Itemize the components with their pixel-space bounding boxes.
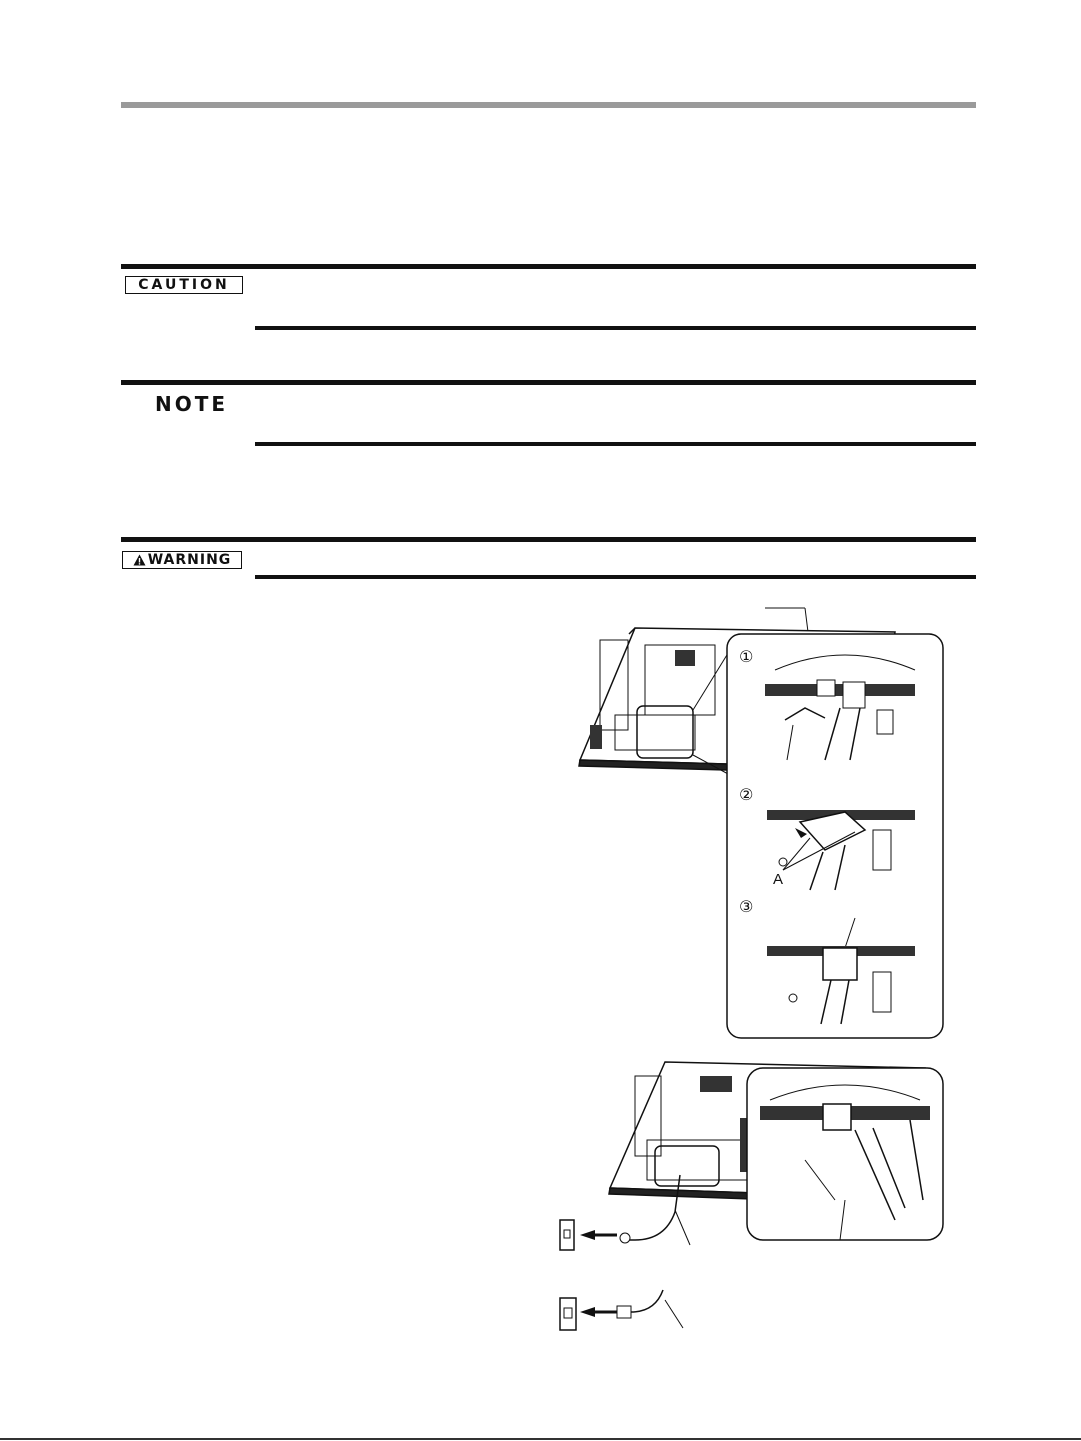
warning-triangle-icon <box>133 554 146 566</box>
step-2-number: ② <box>739 785 754 804</box>
note-top-rule <box>121 380 976 385</box>
wall-outlet-1 <box>560 1220 574 1250</box>
note-bottom-rule <box>255 442 976 446</box>
caution-top-rule <box>121 264 976 269</box>
warning-label-text: WARNING <box>147 552 232 568</box>
caution-label-text: CAUTION <box>138 277 230 293</box>
caution-label <box>125 276 243 294</box>
caution-bottom-rule <box>255 326 976 330</box>
detail-panel <box>747 1068 943 1240</box>
warning-bottom-rule <box>255 575 976 579</box>
note-label: NOTE <box>155 392 229 416</box>
callout-a: A <box>773 871 784 888</box>
wall-outlet-2 <box>560 1298 576 1330</box>
warning-label <box>122 551 242 569</box>
step-3-number: ③ <box>739 897 754 916</box>
footer-rule <box>0 1438 1081 1440</box>
step-1-number: ① <box>739 647 754 666</box>
power-cord-illustration <box>555 600 955 1340</box>
header-rule <box>121 102 976 108</box>
warning-top-rule <box>121 537 976 542</box>
